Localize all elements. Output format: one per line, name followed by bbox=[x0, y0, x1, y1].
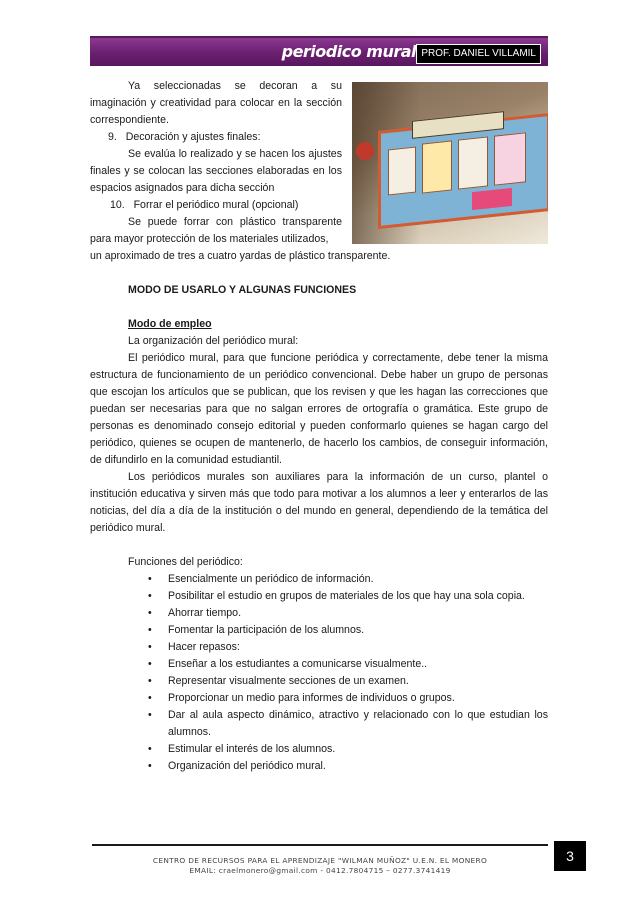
top-column bbox=[90, 78, 342, 248]
list-item: • Enseñar a los estudiantes a comunicarse visualmente.. bbox=[146, 656, 548, 673]
bullet-icon: • bbox=[148, 624, 152, 636]
bullet-icon: • bbox=[148, 743, 152, 755]
subsection-title: Modo de empleo bbox=[128, 318, 212, 330]
bullet-icon: • bbox=[148, 675, 152, 687]
functions-title: Funciones del periódico: bbox=[128, 556, 243, 568]
spacer bbox=[90, 265, 548, 282]
bullet-icon: • bbox=[148, 590, 152, 602]
list-item: • Ahorrar tiempo. bbox=[146, 605, 548, 622]
list-item: • Proporcionar un medio para informes de individuos o grupos. bbox=[146, 690, 548, 707]
bullet-icon: • bbox=[148, 607, 152, 619]
list-item: • Dar al aula aspecto dinámico, atractivo y relacionado con lo que estudian los alumnos. bbox=[148, 709, 548, 738]
bullet-icon: • bbox=[148, 760, 152, 772]
list-item: • Organización del periódico mural. bbox=[146, 758, 548, 775]
author-label: PROF. DANIEL VILLAMIL bbox=[416, 44, 541, 64]
org-title: La organización del periódico mural: bbox=[128, 335, 299, 347]
paragraph-intro: Ya seleccionadas se decoran a su imaginación y creatividad para colocar en la sección correspondiente. bbox=[90, 80, 342, 126]
header-bar bbox=[90, 36, 548, 66]
paragraph-auxiliary: Los periódicos murales son auxiliares para la información de un curso, plantel o institución educativa y sirven más que todo para motivar a los alumnos a leer y enterarlos de las noticias, del día a día de la institución o del mundo en general, dependiendo de la temática del periódico mural. bbox=[90, 471, 548, 534]
list-item-10 bbox=[90, 197, 342, 214]
spacer bbox=[90, 537, 548, 554]
list-item-9 bbox=[90, 129, 342, 146]
list-item: • Estimular el interés de los alumnos. bbox=[146, 741, 548, 758]
paragraph-organization: El periódico mural, para que funcione periódica y correctamente, debe tener la misma estructura de funcionamiento de un periódico convencional. Debe haber un grupo de personas que escojan los artículos que se publican, que los revisen y que les hagan las correcciones que puedan ser necesarias para que no salgan errores de ortografía o gramática. Este grupo de personas es denominado consejo editorial y pueden conformarlo quienes se hagan cargo del periódico, quienes se ocupen de mantenerlo, de hacerlo los cambios, de conseguir información, de difundirlo en la comunidad estudiantil. bbox=[90, 352, 548, 466]
bullet-icon: • bbox=[148, 641, 152, 653]
brand-title: periodico mural bbox=[281, 42, 416, 61]
spacer bbox=[90, 299, 548, 316]
paragraph-item10: Se puede forrar con plástico transparente para mayor protección de los materiales utilizados, bbox=[90, 216, 342, 245]
bullet-icon: • bbox=[148, 709, 152, 721]
page-number: 3 bbox=[554, 841, 586, 871]
list-title: Forrar el periódico mural (opcional) bbox=[133, 199, 299, 211]
bullet-icon: • bbox=[148, 573, 152, 585]
paragraph-item10-cont: un aproximado de tres a cuatro yardas de plástico transparente. bbox=[90, 250, 391, 262]
bullet-icon: • bbox=[148, 658, 152, 670]
list-item: • Esencialmente un periódico de información. bbox=[146, 571, 548, 588]
footer-divider bbox=[92, 844, 548, 846]
list-item: • Representar visualmente secciones de un examen. bbox=[146, 673, 548, 690]
list-number: 10. bbox=[110, 199, 125, 211]
list-item: • Hacer repasos: bbox=[146, 639, 548, 656]
section-title: MODO DE USARLO Y ALGUNAS FUNCIONES bbox=[128, 284, 357, 296]
page-content bbox=[90, 78, 548, 775]
footer-contact: EMAIL: craelmonero@gmail.com - 0412.7804715 – 0277.3741419 bbox=[189, 866, 451, 875]
list-number: 9. bbox=[108, 131, 117, 143]
functions-list bbox=[90, 571, 548, 775]
footer-institution: CENTRO DE RECURSOS PARA EL APRENDIZAJE "WILMAN MUÑOZ" U.E.N. EL MONERO bbox=[152, 856, 488, 865]
list-title: Decoración y ajustes finales: bbox=[125, 131, 261, 143]
subsection-title-row bbox=[90, 316, 548, 333]
paragraph-item9: Se evalúa lo realizado y se hacen los ajustes finales y se colocan las secciones elaboradas en los espacios asignados para dicha sección bbox=[90, 148, 342, 194]
list-item: • Posibilitar el estudio en grupos de materiales de los que hay una sola copia. bbox=[146, 588, 548, 605]
list-item: • Fomentar la participación de los alumnos. bbox=[146, 622, 548, 639]
bullet-icon: • bbox=[148, 692, 152, 704]
